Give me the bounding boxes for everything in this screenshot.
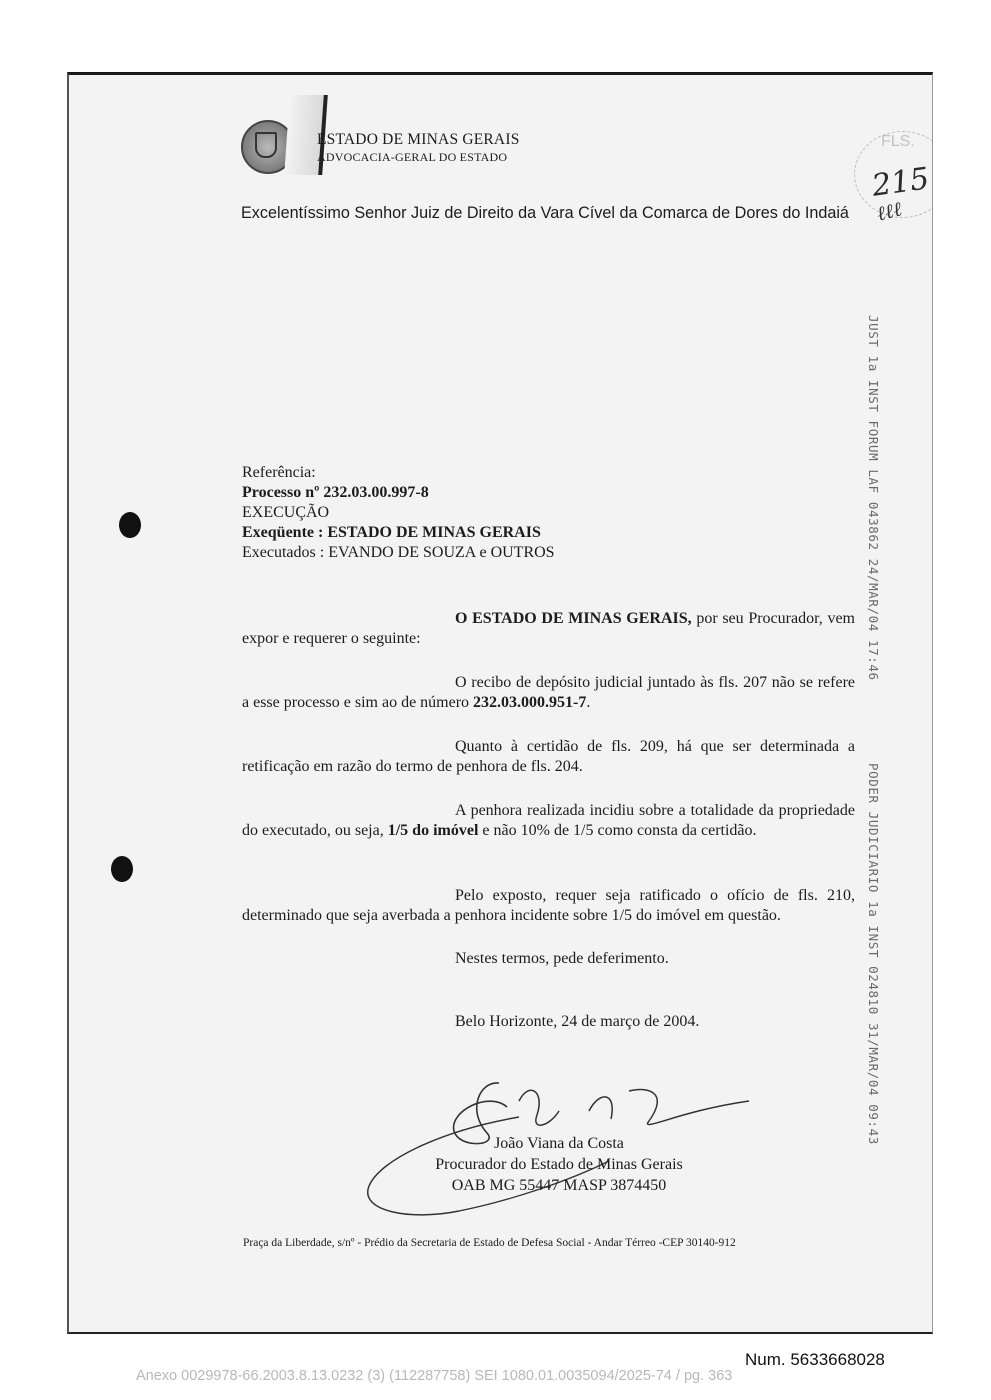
signer-name: João Viana da Costa: [494, 1135, 624, 1152]
footer-address: Praça da Liberdade, s/nº - Prédio da Secretaria de Estado de Defesa Social - Andar Térreo -CEP 30140-912: [243, 1237, 736, 1249]
handwritten-page-number: 215: [869, 161, 932, 204]
protocol-stamp-1: JUST 1a INST FORUM LAF 043862 24/MAR/04 17:46: [866, 315, 881, 681]
exequente: Exeqüente : ESTADO DE MINAS GERAIS: [242, 524, 541, 541]
scanned-page: [67, 72, 933, 1334]
executados: Executados : EVANDO DE SOUZA e OUTROS: [242, 544, 555, 561]
handwritten-initials: ℓℓℓ: [874, 198, 905, 226]
process-type: EXECUÇÃO: [242, 504, 330, 521]
org-name: ESTADO DE MINAS GERAIS: [317, 131, 520, 148]
process-number: Processo nº 232.03.00.997-8: [242, 484, 429, 501]
reference-block: [242, 463, 555, 563]
place-and-date: Belo Horizonte, 24 de março de 2004.: [455, 1013, 700, 1030]
paragraph-seizure: [242, 801, 855, 841]
correct-process-number: 232.03.000.951-7: [473, 694, 587, 711]
paragraph-intro-text: por seu Procurador, vem expor e requerer o seguinte:: [242, 610, 855, 647]
paragraph-receipt-end: .: [586, 694, 591, 711]
addressee: Excelentíssimo Senhor Juiz de Direito da Vara Cível da Comarca de Dores do Indaiá: [241, 204, 849, 222]
paragraph-intro: [242, 609, 855, 649]
paragraph-receipt-text: O recibo de depósito judicial juntado às fls. 207 não se refere a esse processo e sim ao de número: [242, 674, 855, 711]
paragraph-certificate: Quanto à certidão de fls. 209, há que ser determinada a retificação em razão do termo de penhora de fls. 204.: [242, 738, 855, 775]
state-name-bold: O ESTADO DE MINAS GERAIS,: [455, 610, 692, 627]
page-stamp-label: FLS.: [881, 133, 915, 150]
protocol-stamp-2: PODER JUDICIARIO 1a INST 024810 31/MAR/04 09:43: [866, 763, 881, 1145]
paragraph-request: Pelo exposto, requer seja ratificado o ofício de fls. 210, determinado que seja averbada a penhora incidente sobre 1/5 do imóvel em questão.: [242, 887, 855, 924]
property-fraction-bold: 1/5 do imóvel: [387, 822, 479, 839]
signer-title: Procurador do Estado de Minas Gerais: [435, 1156, 683, 1173]
org-department: ADVOCACIA-GERAL DO ESTADO: [317, 150, 508, 164]
paragraph-seizure-end: e não 10% de 1/5 como consta da certidão.: [478, 822, 757, 839]
reference-label: Referência:: [242, 464, 316, 481]
annex-reference: Anexo 0029978-66.2003.8.13.0232 (3) (112287758) SEI 1080.01.0035094/2025-74 / pg. 363: [136, 1368, 733, 1384]
signer-registration: OAB MG 55447 MASP 3874450: [451, 1177, 667, 1194]
paragraph-receipt: [242, 673, 855, 713]
punch-hole: [111, 856, 133, 882]
paragraph-seizure-text: A penhora realizada incidiu sobre a totalidade da propriedade do executado, ou seja,: [242, 802, 855, 839]
closing-formula: Nestes termos, pede deferimento.: [455, 950, 669, 967]
signature-block: [399, 1133, 719, 1196]
document-number: Num. 5633668028: [745, 1350, 885, 1369]
punch-hole: [119, 512, 141, 538]
